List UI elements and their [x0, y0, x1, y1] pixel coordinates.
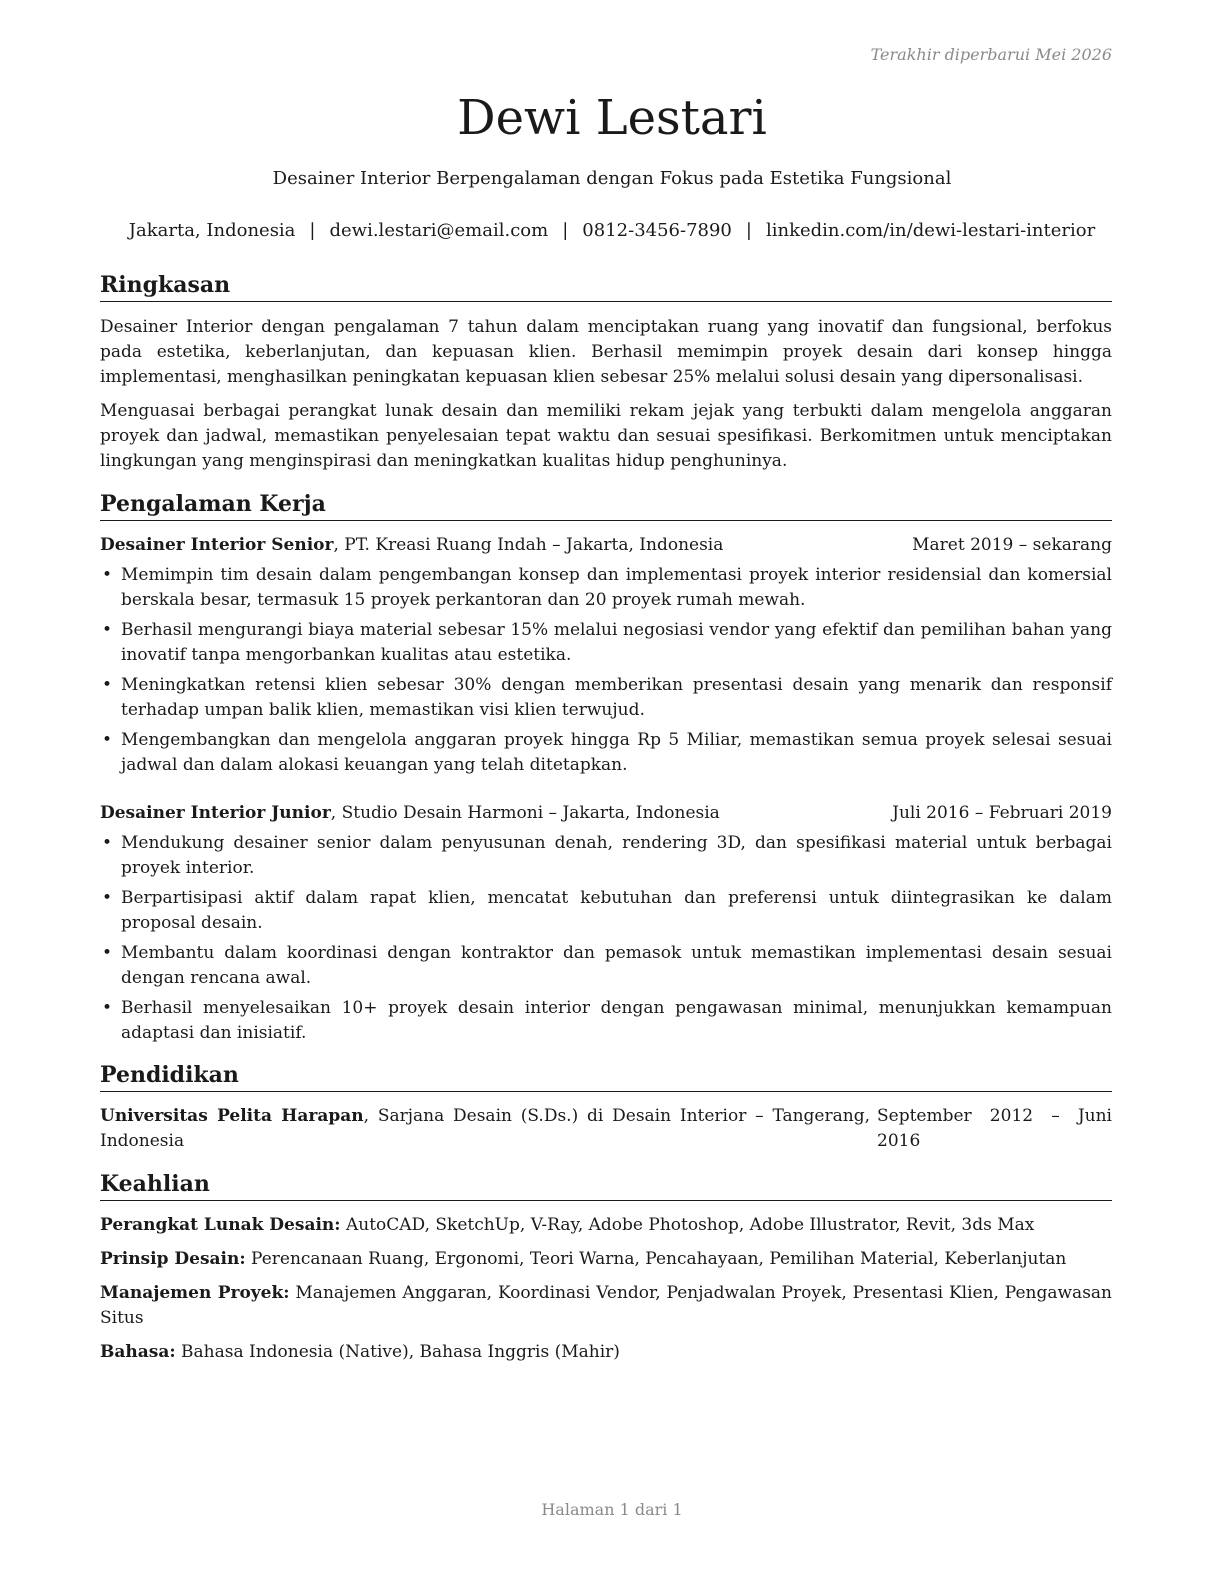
skill-value: Manajemen Anggaran, Koordinasi Vendor, Penjadwalan Proyek, Presentasi Klien, Pengawasan Situs [100, 1283, 1113, 1328]
section-title-skills: Keahlian [100, 1170, 1112, 1201]
bullet-text: Meningkatkan retensi klien sebesar 30% dengan memberikan presentasi desain yang menarik dan responsif terhadap umpan balik klien, memastikan visi klien terwujud. [121, 675, 1112, 720]
job-header [100, 801, 1112, 826]
list-item [100, 996, 1112, 1046]
skill-label: Bahasa: [100, 1342, 176, 1362]
section-title-experience: Pengalaman Kerja [100, 490, 1112, 521]
job-company: , Studio Desain Harmoni – Jakarta, Indonesia [330, 803, 720, 823]
education-school: Universitas Pelita Harapan [100, 1106, 364, 1126]
list-item [100, 563, 1112, 613]
bullet-text: Membantu dalam koordinasi dengan kontraktor dan pemasok untuk memastikan implementasi desain sesuai dengan rencana awal. [121, 943, 1112, 988]
job-dates: Maret 2019 – sekarang [912, 535, 1112, 555]
skill-label: Prinsip Desain: [100, 1249, 246, 1269]
job-role: Desainer Interior Senior [100, 535, 334, 555]
skill-line [100, 1247, 1112, 1272]
bullet-text: Memimpin tim desain dalam pengembangan konsep dan implementasi proyek interior residensial dan komersial berskala besar, termasuk 15 proyek perkantoran dan 20 proyek rumah mewah. [121, 565, 1112, 610]
page-number: Halaman 1 dari 1 [541, 1500, 683, 1519]
contact-phone[interactable]: 0812-3456-7890 [582, 220, 732, 241]
job-dates: Juli 2016 – Februari 2019 [892, 803, 1112, 823]
contact-email[interactable]: dewi.lestari@email.com [329, 220, 549, 241]
bullet-icon: • [102, 943, 113, 963]
section-title-summary: Ringkasan [100, 271, 1112, 302]
candidate-name: Dewi Lestari [457, 90, 767, 146]
bullet-icon: • [102, 888, 113, 908]
bullet-icon: • [102, 833, 113, 853]
section-title-education: Pendidikan [100, 1061, 1112, 1092]
job-bullets [100, 563, 1112, 783]
skill-line [100, 1281, 1112, 1331]
bullet-icon: • [102, 998, 113, 1018]
contact-separator: | [309, 220, 316, 241]
education-entry [100, 1104, 1112, 1154]
bullet-icon: • [102, 730, 113, 750]
job-title-line [100, 801, 720, 826]
bullet-icon: • [102, 620, 113, 640]
skill-line [100, 1213, 1112, 1238]
job-title-line [100, 533, 723, 558]
contact-line [0, 219, 1224, 243]
list-item [100, 673, 1112, 723]
skill-value: Bahasa Indonesia (Native), Bahasa Inggris (Mahir) [175, 1342, 620, 1362]
list-item [100, 886, 1112, 936]
education-details [100, 1104, 870, 1154]
skill-line [100, 1340, 1112, 1365]
bullet-text: Berhasil mengurangi biaya material sebesar 15% melalui negosiasi vendor yang efektif dan pemilihan bahan yang inovatif tanpa mengorbankan kualitas atau estetika. [121, 620, 1112, 665]
job-header [100, 533, 1112, 558]
bullet-text: Mengembangkan dan mengelola anggaran proyek hingga Rp 5 Miliar, memastikan semua proyek selesai sesuai jadwal dan dalam alokasi keuangan yang telah ditetapkan. [121, 730, 1112, 775]
bullet-text: Berhasil menyelesaikan 10+ proyek desain interior dengan pengawasan minimal, menunjukkan kemampuan adaptasi dan inisiatif. [121, 998, 1112, 1043]
summary-paragraph-2: Menguasai berbagai perangkat lunak desain dan memiliki rekam jejak yang terbukti dalam mengelola anggaran proyek dan jadwal, memastikan penyelesaian tepat waktu dan sesuai spesifikasi. Berkomitmen untuk menciptakan lingkungan yang menginspirasi dan meningkatkan kualitas hidup penghuninya. [100, 401, 1112, 471]
contact-location: Jakarta, Indonesia [128, 220, 296, 241]
contact-separator: | [745, 220, 752, 241]
candidate-tagline: Desainer Interior Berpengalaman dengan Fokus pada Estetika Fungsional [272, 168, 952, 189]
job-bullets [100, 831, 1112, 1051]
job-role: Desainer Interior Junior [100, 803, 331, 823]
list-item [100, 941, 1112, 991]
education-degree: , Sarjana Desain (S.Ds.) di Desain Interior – Tangerang, Indonesia [100, 1106, 870, 1151]
skill-value: Perencanaan Ruang, Ergonomi, Teori Warna, Pencahayaan, Pemilihan Material, Keberlanjutan [245, 1249, 1067, 1269]
bullet-text: Mendukung desainer senior dalam penyusunan denah, rendering 3D, dan spesifikasi material untuk berbagai proyek interior. [121, 833, 1112, 878]
skill-label: Manajemen Proyek: [100, 1283, 290, 1303]
list-item [100, 728, 1112, 778]
skill-value: AutoCAD, SketchUp, V-Ray, Adobe Photoshop, Adobe Illustrator, Revit, 3ds Max [340, 1215, 1035, 1235]
bullet-icon: • [102, 565, 113, 585]
last-updated-note: Terakhir diperbarui Mei 2026 [870, 45, 1112, 64]
list-item [100, 618, 1112, 668]
contact-linkedin[interactable]: linkedin.com/in/dewi-lestari-interior [765, 220, 1096, 241]
contact-separator: | [562, 220, 569, 241]
education-dates: September 2012 – Juni 2016 [877, 1106, 1112, 1151]
job-company: , PT. Kreasi Ruang Indah – Jakarta, Indonesia [333, 535, 724, 555]
summary-paragraph-1: Desainer Interior dengan pengalaman 7 tahun dalam menciptakan ruang yang inovatif dan fungsional, berfokus pada estetika, keberlanjutan, dan kepuasan klien. Berhasil memimpin proyek desain dari konsep hingga implementasi, menghasilkan peningkatan kepuasan klien sebesar 25% melalui solusi desain yang dipersonalisasi. [100, 317, 1112, 387]
list-item [100, 831, 1112, 881]
bullet-text: Berpartisipasi aktif dalam rapat klien, mencatat kebutuhan dan preferensi untuk diintegrasikan ke dalam proposal desain. [121, 888, 1112, 933]
bullet-icon: • [102, 675, 113, 695]
skill-label: Perangkat Lunak Desain: [100, 1215, 341, 1235]
